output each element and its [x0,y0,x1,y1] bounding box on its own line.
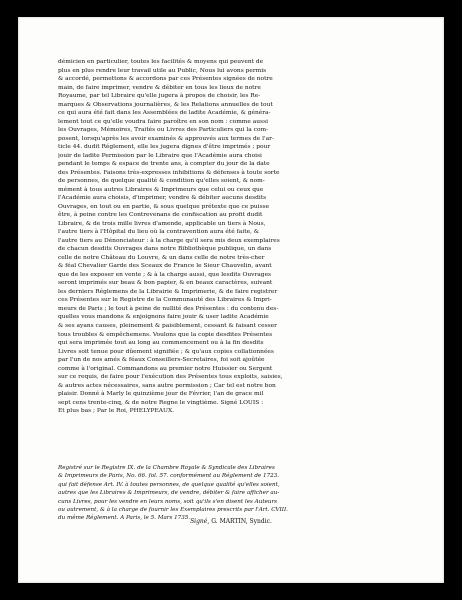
body-line: des Présentes. Faisons très-expresses inhibitions & défenses à toute sorte [58,169,280,176]
body-line: ce qui aura été fait dans les Assemblées de ladite Académie, & généra- [58,110,271,117]
body-line: qui sera imprimée tout au long au commencement ou à la fin desdits [58,340,264,347]
registration-line: autres que les Libraires & Imprimeurs, de vendre, débiter & faire afficher au- [58,490,280,497]
privilege-body-text [58,58,396,416]
body-line: plus en plus rendre leur travail utile au Public, Nous lui avons permis [58,67,267,74]
body-line: être, à peine contre les Contrevenans de confiscation au profit dudit [58,212,263,219]
body-line: & autres actes nécessaires, sans autre permission ; Car tel est notre bon [58,382,276,389]
body-line: que de les exposer en vente ; & à la charge aussi, que lesdits Ouvrages [58,271,272,278]
registration-line: Registré sur le Registre IX. de la Chambre Royale & Syndicale des Libraires [58,465,275,471]
body-line: & ses ayans causes, pleinement & paisiblement, cessant & faisant cesser [58,322,277,329]
registration-line: qui fait défense Art. IV. à toutes personnes, de quelque qualité qu'elles soient, [58,481,280,488]
body-line: sept cens trente-cinq, & de notre Regne le vingtième. Signé LOUIS : [58,399,264,406]
body-line: lement tout ce qu'elle voudra faire paroître en son nom : comme aussi [58,118,268,125]
registration-line: cuns Livres, pour les vendre en leurs noms, soit qu'ils s'en disent les Auteurs [58,498,278,505]
body-line: quelles vous mandons & enjoignons faire jouir & user ladite Académie [58,314,269,321]
body-line: Libraire, & de trois mille livres d'amende, applicable un tiers à Nous, [58,220,266,227]
body-line: l'autre tiers à l'Hôpital du lieu où la contravention aura été faite, & [58,229,260,236]
registration-line: ou autrement, & à la charge de fournir les Exemplaires prescrits par l'Art. CVIII. [58,506,288,513]
body-line: par l'un de nos amés & féaux Conseillers-Secretaires, foi soit ajoûtée [58,357,265,364]
registration-line: du même Réglement. A Paris, le 5. Mars 1735. [58,515,191,522]
body-line: jouir de ladite Permission par le Libraire que l'Académie aura choisi [58,152,262,159]
body-line: Ouvrages, en tout ou en partie, & sous quelque prétexte que ce puisse [58,203,270,210]
body-line: marques & Observations journalières, & les Relations annuelles de tout [58,101,273,108]
body-line: tous troubles & empêchemens. Voulons que la copie desdites Présentes [58,331,273,338]
body-line: Royaume, par tel Libraire qu'elle jugera à propos de choisir, les Re- [58,93,261,100]
body-line: main, de faire imprimer, vendre & débiter en tous les lieux de notre [58,84,261,91]
body-line: les Ouvrages, Mémoires, Traités ou Livres des Particuliers qui la com- [58,127,269,134]
body-line: & féal Chevalier Garde des Sceaux de France le Sieur Chauvelin, avant [58,263,272,270]
body-line: l'autre tiers au Dénonciateur : à la charge qu'il sera mis deux exemplaires [58,237,280,244]
body-line: comme à l'original. Commandons au premier notre Huissier ou Sergent [58,365,273,372]
body-line: meurs de Paris ; le tout à peine de nullité des Présentes : du contenu des- [58,305,279,312]
body-line: ticle 44. dudit Réglement, elle les jugera dignes d'être imprimés ; pour [58,144,271,151]
body-line: Livres soit tenue pour dûement signifiée ; & qu'aux copies collationnées [58,348,274,355]
body-line: plaisir. Donné à Marly le quinzième jour de Février, l'an de grace mil [58,391,264,398]
signatory-name: G. MARTIN, Syndic. [211,518,272,525]
body-line: de personnes, de quelque qualité & condition qu'elles soient, & nom- [58,178,265,185]
body-line: & accordé, permettons & accordons par ces Présentes signées de notre [58,76,273,83]
body-line: pendant le temps & espace de trente ans, à compter du jour de la date [58,161,270,168]
body-line: de chacun desdits Ouvrages dans notre Bibliothèque publique, un dans [58,246,272,253]
body-line: posent, lorsqu'après les avoir examinés & approuvés aux termes de l'ar- [58,135,274,142]
body-line: sur ce requis, de faire pour l'exécution des Présentes tous exploits, saisies, [58,374,283,381]
registration-notice [58,464,396,523]
body-line: l'Académie aura choisis, d'imprimer, vendre & débiter aucuns desdits [58,195,267,202]
body-line: ces Présentes sur le Registre de la Communauté des Libraires & Impri- [58,297,272,304]
body-line: celle de notre Château du Louvre, & un dans celle de notre très-cher [58,254,265,261]
registration-line: & Imprimeurs de Paris, No. 66. fol. 57. conformément au Réglement de 1723. [58,473,280,480]
body-line: seront imprimés sur beau & bon papier, & en beaux caractères, suivant [58,280,273,287]
body-line: démicien en particulier, toutes les facilités & moyens qui peuvent de [58,59,264,65]
body-line: Et plus bas ; Par le Roi, PHELYPEAUX. [58,408,175,415]
body-line: les derniers Réglemens de la Librairie & Imprimerie, & de faire registrer [58,288,278,295]
body-line: mément à tous autres Libraires & Imprimeurs que celui ou ceux que [58,186,264,193]
signed-word: Signé, [190,518,210,525]
syndic-signature [0,518,462,525]
